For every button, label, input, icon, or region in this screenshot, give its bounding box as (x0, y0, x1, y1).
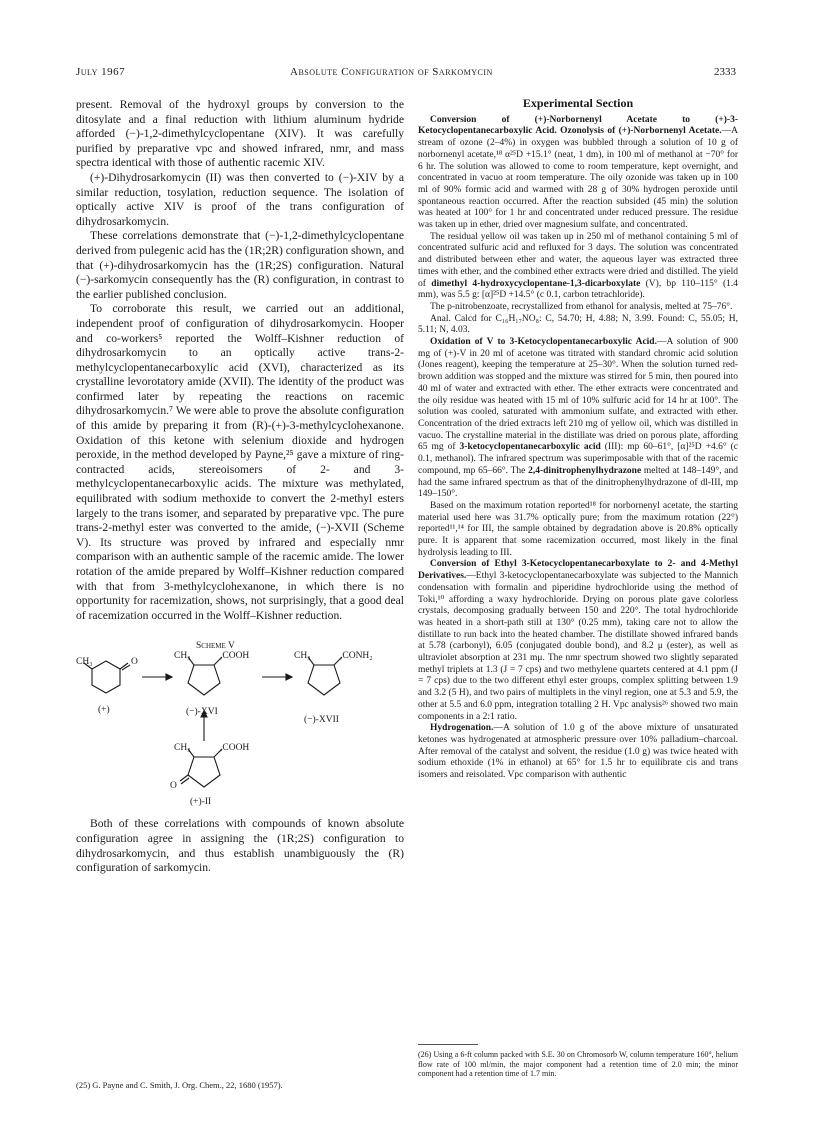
compound-name: dimethyl 4-hydroxycyclopentane-1,3-dicarboxylate (431, 278, 641, 289)
subsection-title: Conversion of Ethyl 3-Ketocyclopentanecarboxylate to 2- and 4-Methyl Derivatives. (418, 559, 738, 582)
section-heading: Experimental Section (522, 96, 634, 110)
scheme-title: Scheme V (196, 641, 235, 652)
amide-label: ,CONH₂ (340, 651, 373, 662)
paragraph (418, 723, 738, 782)
header-title: Absolute Configuration of Sarkomycin (290, 66, 493, 78)
paragraph-text: —A stream of ozone (2–4%) in oxygen was bubbled through a solution of 10 g of norbornenyl acetate,¹⁸ α²⁵D +15.1° (neat, 1 dm), in 100 ml of methanol at −70° for 6 hr. The solution was allowed to come to room temperature, kept overnight, and concentrated in vacuo at room temperature. The oily ozonide was taken up in 100 ml of 90% formic acid and warmed with 28 g of 30% hydrogen peroxide until spontaneous reaction occurred. After the reaction subsided (45 min) the solution was heated at 100° for 1 hr and concentrated under reduced pressure. The residue was taken up in ether, dried over magnesium sulfate, and concentrated. (418, 126, 738, 231)
paragraph-text: (III): mp 60–61°, [α]²⁵D +4.6° (c 0.1, methanol). The infrared spectrum was superimposable with that of the racemic compound, mp 65–66°. The (418, 442, 738, 476)
paragraph-text: —A solution of 1.0 g of the above mixture of unsaturated ketones was hydrogenated at atmospheric pressure over 10% palladium–charcoal. After removal of the catalyst and solvent, the residue (1.0 g) was twice heated with sodium ethoxide (1% in ethanol) at 65° for 1.5 hr to equilibrate cis and trans isomers and reisolated. Vpc comparison with authentic (418, 723, 738, 781)
methyl-label: CH₃ (174, 743, 191, 754)
paragraph (418, 559, 738, 723)
right-column (418, 98, 738, 782)
page-number: 2333 (714, 66, 736, 78)
paragraph: (+)-Dihydrosarkomycin (II) was then converted to (−)-XIV by a similar reduction, tosylation, reduction sequence. The isolation of optically active XIV is proof of the trans configuration of dihydrosarkomycin. (76, 170, 404, 228)
cyclopentane-ring (308, 665, 340, 695)
paragraph (418, 337, 738, 501)
paragraph: The p-nitrobenzoate, recrystallized from ethanol for analysis, melted at 75–76°. (430, 301, 733, 312)
paragraph: Based on the maximum rotation reported¹⁸ for norbornenyl acetate, the starting material used here was 31.7% optically pure; from the maximum rotation (22°) reported¹¹,¹⁴ for III, the sample obtained by degradation above is 20.8% optically pure. It is apparent that some racemization occurred, most likely in the final hydrolysis leading to III. (418, 500, 738, 558)
paragraph (418, 232, 738, 302)
paragraph-text: —A solution of 900 mg of (+)-V in 20 ml of acetone was titrated with standard chromic acid solution (Jones reagent), keeping the temperature at 25–30°. When the solution turned red-brown addition was stopped and the mixture was stirred for 5 min, then poured into 40 ml of water and extracted with ether. The ether extracts were concentrated and the oily residue was heated with 15 ml of 10% sulfuric acid for 14 hr at 100°. The solution was cooled, saturated with ammonium sulfate, and extracted with ether. Concentration of the dried extracts left 210 mg of yellow oil, which was distilled in vacuo. The crystalline material in the distillate was dried on porous plate, affording 65 mg of (418, 337, 738, 453)
paragraph-text: melted at 148–149°, and had the same infrared spectrum as that of the dinitrophenylhydrazone of dl-III, mp 149–150°. (418, 465, 738, 500)
paragraph: To corroborate this result, we carried out an additional, independent proof of configuration of dihydrosarkomycin. Hooper and co-workers⁵ reported the Wolff–Kishner reduction of dihydrosarkomycin to an optically active trans-2-methylcyclopentanecarboxylic acid (XVI), characterized as its crystalline levorotatory amide (XVII). The identity of the product was confirmed later by repeating the reactions on racemic dihydrosarkomycin.⁷ We were able to prove the absolute configuration of this amide by preparing it from (R)-(+)-3-methylcyclohexanone. Oxidation of this ketone with selenium dioxide and hydrogen peroxide, in the method developed by Payne,²⁵ gave a mixture of ring-contracted acids, stereoisomers of 2- and 3-methylcyclopentanecarboxylic acids. The mixture was methylated, equilibrated with sodium methoxide to convert the 2-methyl esters largely to the trans isomer, and separated by preparative vpc. The pure trans-2-methyl ester was converted to the amide, (−)-XVII (Scheme V). Its structure was proved by infrared and especially nmr comparison with an authentic sample of the racemic amide. The lower rotation of the amide prepared by Wolff–Kishner reduction compared with that from 3-methylcyclohexanone, in which there is no opportunity for racemization, shows, not surprisingly, that a good deal of racemization occurred in the Wolff–Kishner reduction. (76, 302, 404, 622)
compound-label: (+)-II (190, 797, 212, 808)
left-column (76, 98, 404, 876)
cyclopentane-ring (188, 665, 220, 695)
methyl-label: CH₃ (294, 651, 311, 662)
footnote: (26) Using a 6-ft column packed with S.E. 30 on Chromosorb W, column temperature 160°, helium flow rate of 100 ml/min, the major component had a retention time of 2.0 min; the minor component had a retention time of 1.7 min. (418, 1050, 738, 1079)
footnote-rule (418, 1044, 478, 1045)
paragraph (418, 115, 738, 232)
compound-label: (+) (98, 705, 110, 716)
footnote: (25) G. Payne and C. Smith, J. Org. Chem., 22, 1680 (1957). (76, 1080, 283, 1090)
analysis-line: Anal. Calcd for C₁₆H₁₇NO₈: C, 54.70; H, 4.88; N, 3.99. Found: C, 55.05; H, 5.11; N, 4.03. (418, 313, 738, 336)
paragraph: Both of these correlations with compounds of known absolute configuration agree in assigning the (1R;2S) configuration to dihydrosarkomycin, and thus establish unambiguously the (R) configuration of sarkomycin. (76, 817, 404, 875)
cyclohexanone-ring (92, 661, 120, 693)
cyclopentanone-ring (188, 757, 220, 787)
paragraph-text: (V), bp 110–115° (1.4 mm), was 5.5 g: [α]²⁵D +14.5° (c 0.1, carbon tetrachloride). (418, 278, 738, 301)
compound-label: (−)-XVII (304, 715, 339, 726)
oxygen-label: O (170, 781, 177, 792)
carboxyl-label: ,COOH (220, 651, 250, 662)
methyl-label: CH₃ (174, 651, 191, 662)
subsection-title: Hydrogenation. (430, 723, 494, 734)
paragraph: present. Removal of the hydroxyl groups by conversion to the ditosylate and a final reduction with lithium aluminum hydride afforded (−)-1,2-dimethylcyclopentane (XIV). It was carefully purified by preparative vpc and showed infrared, nmr, and mass spectra identical with those of authentic racemic XIV. (76, 98, 404, 170)
carboxyl-label: ,COOH (220, 743, 250, 754)
header-date: July 1967 (76, 66, 126, 78)
running-header (76, 66, 736, 82)
paragraph-text: The residual yellow oil was taken up in 250 ml of methanol containing 5 ml of concentrated sulfuric acid and refluxed for 3 days. The solution was concentrated and distributed between ether and water, the aqueous layer was extracted three times with ether, and the combined ether extracts were dried and distilled. The yield of (418, 231, 738, 289)
paragraph-text: —Ethyl 3-ketocyclopentanecarboxylate was subjected to the Mannich condensation with formalin and piperidine hydrochloride using the method of Toki,¹⁰ affording a waxy hydrochloride. Drying on porous plate gave colorless crystals, decomposing gradually between 150 and 220°. The total hydrochloride was heated in a short-path still at 130° (0.25 mm), taking care not to allow the distillate to run back into the heated chamber. The distillate showed infrared bands at 5.78 (carbonyl), 6.05 (conjugated double bond), and 8.2 μ (ester), as well as ultraviolet absorption at 231 mμ. The nmr spectrum showed two slightly separated methyl triplets at 1.3 (J = 7 cps) and two methylene quartets centered at 4.1 ppm (J = 7 cps) due to the two different ethyl ester groups, complex splitting between 1.9 and 3.2 (5 H), and two pairs of multiplets in the vinyl region, one at 5.3 and 5.9, the other at 5.5 and 6.0 ppm, integration totalling 2 H. Vpc analysis²⁶ showed two main components in a 2:1 ratio. (418, 571, 738, 722)
oxygen-label: O (131, 657, 138, 668)
scheme-v (76, 633, 404, 811)
compound-name: 3-ketocyclopentanecarboxylic acid (459, 442, 601, 453)
subsection-title: Conversion of (+)-Norbornenyl Acetate to (+)-3-Ketocyclopentanecarboxylic Acid. Ozonolysis of (+)-Norbornenyl Acetate. (418, 114, 738, 137)
paragraph: These correlations demonstrate that (−)-1,2-dimethylcyclopentane derived from pulegenic acid has the (1R;2R) configuration shown, and that (+)-dihydrosarkomycin has the (1R;2S) configuration. Natural (−)-sarkomycin consequently has the (R) configuration, in contrast to the earlier published conclusion. (76, 229, 404, 301)
methyl-label: CH₃ (76, 657, 93, 668)
compound-name: 2,4-dinitrophenylhydrazone (528, 465, 642, 476)
subsection-title: Oxidation of V to 3-Ketocyclopentanecarboxylic Acid. (430, 337, 657, 348)
compound-label: (−)-XVI (186, 707, 218, 718)
